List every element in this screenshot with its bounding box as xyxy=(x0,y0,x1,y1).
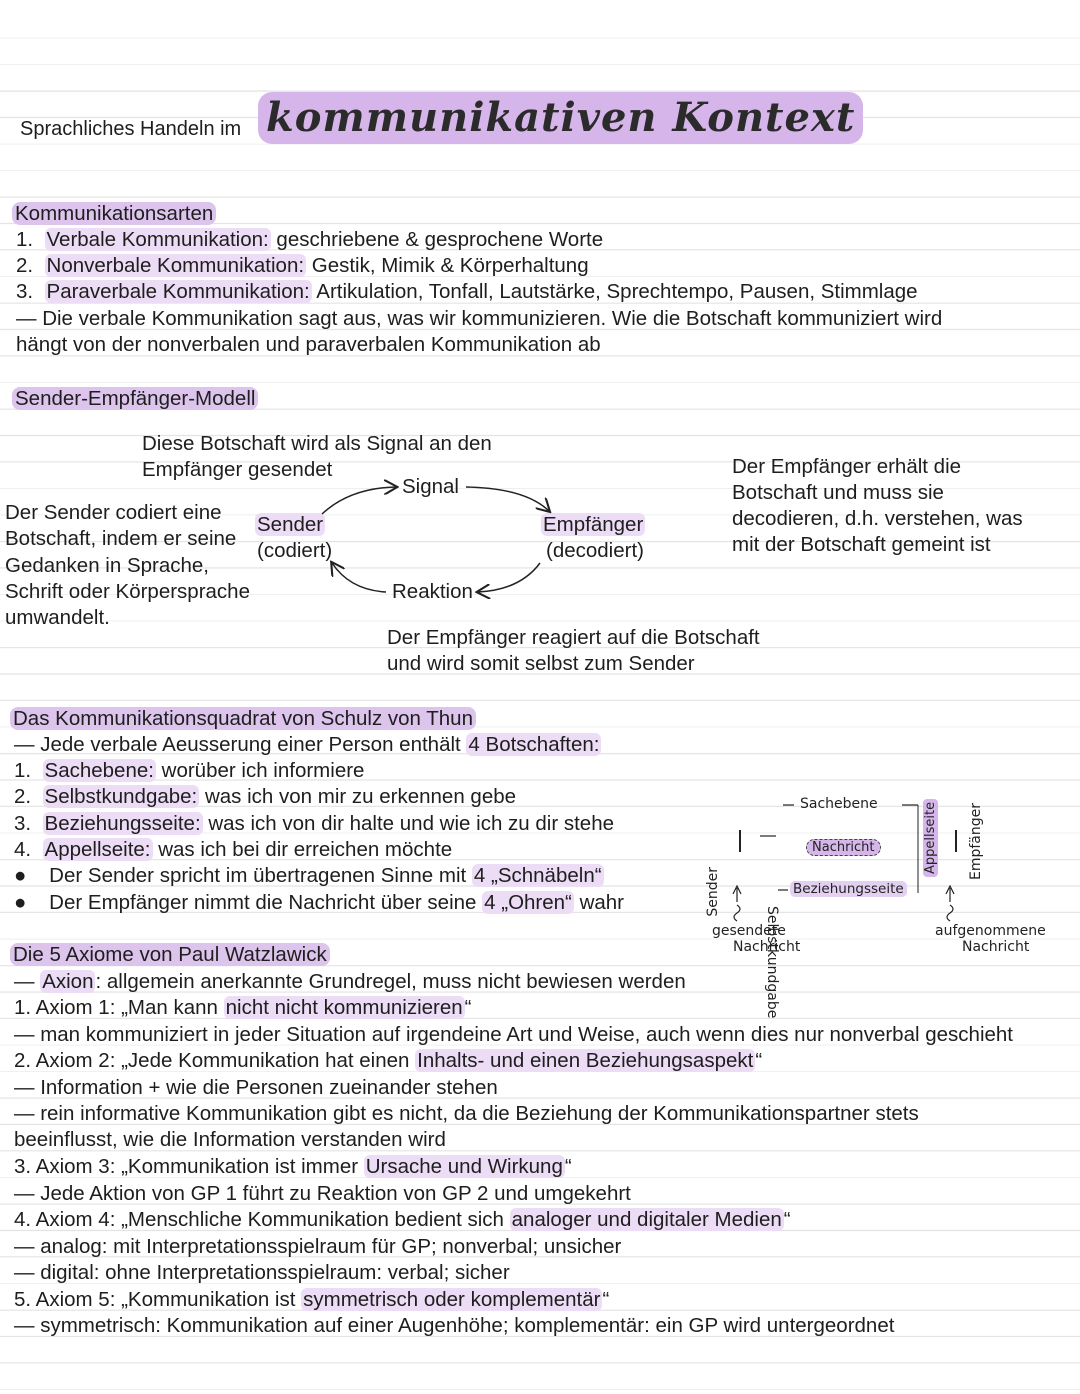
list-item: 4. Appellseite: was ich bei dir erreichen möchte xyxy=(14,838,453,861)
empfaenger-note: mit der Botschaft gemeint ist xyxy=(732,533,991,556)
section-heading-quadrat: Das Kommunikationsquadrat von Schulz von Thun xyxy=(10,706,476,732)
diagram-beziehungsseite: Beziehungsseite xyxy=(790,881,907,897)
axion-definition: — Axion: allgemein anerkannte Grundregel, muss nicht bewiesen werden xyxy=(14,970,686,993)
sender-note: umwandelt. xyxy=(5,606,110,629)
diagram-gesendete-2: Nachricht xyxy=(733,939,801,955)
diagram-empfaenger: Empfänger xyxy=(968,802,984,880)
note-line: — Die verbale Kommunikation sagt aus, was wir kommunizieren. Wie die Botschaft kommuniziert wird xyxy=(16,307,943,330)
axiom-2-note: — Information + wie die Personen zueinander stehen xyxy=(14,1076,498,1099)
axiom-5: 5. Axiom 5: „Kommunikation ist symmetrisch oder komplementär“ xyxy=(14,1288,610,1311)
diagram-gesendete-1: gesendete xyxy=(712,923,786,939)
axiom-3-note: — Jede Aktion von GP 1 führt zu Reaktion von GP 2 und umgekehrt xyxy=(14,1182,631,1205)
diagram-sachebene: Sachebene xyxy=(800,796,878,812)
title-script: kommunikativen Kontext xyxy=(258,92,863,144)
axiom-4-note: — digital: ohne Interpretationsspielraum: verbal; sicher xyxy=(14,1261,510,1284)
section-heading-axiome: Die 5 Axiome von Paul Watzlawick xyxy=(10,942,330,968)
signal-label: Signal xyxy=(402,475,459,498)
section-heading-sender-empfaenger: Sender-Empfänger-Modell xyxy=(12,386,258,412)
axiom-4-note: — analog: mit Interpretationsspielraum für GP; nonverbal; unsicher xyxy=(14,1235,622,1258)
axiom-2: 2. Axiom 2: „Jede Kommunikation hat einen Inhalts- und einen Beziehungsaspekt“ xyxy=(14,1049,763,1072)
list-item: 3. Beziehungsseite: was ich von dir halte und wie ich zu dir stehe xyxy=(14,812,615,835)
bullet-item: ● Der Sender spricht im übertragenen Sinne mit 4 „Schnäbeln“ xyxy=(14,864,602,887)
list-item: 1. Sachebene: worüber ich informiere xyxy=(14,759,365,782)
axiom-2-note: — rein informative Kommunikation gibt es nicht, da die Beziehung der Kommunikationspartner stets xyxy=(14,1102,919,1125)
sender-note: Schrift oder Körpersprache xyxy=(5,580,250,603)
sender-label: Sender xyxy=(257,513,324,536)
reaktion-note: Der Empfänger reagiert auf die Botschaft xyxy=(387,626,760,649)
empfaenger-note: Der Empfänger erhält die xyxy=(732,455,962,478)
list-item: 2. Selbstkundgabe: was ich von mir zu erkennen gebe xyxy=(14,785,517,808)
diagram-nachricht: Nachricht xyxy=(806,839,881,856)
empfaenger-sub: (decodiert) xyxy=(546,539,644,562)
list-item: 1. Verbale Kommunikation: geschriebene & gesprochene Worte xyxy=(16,228,604,251)
signal-note: Empfänger gesendet xyxy=(142,458,333,481)
empfaenger-note: Botschaft und muss sie xyxy=(732,481,944,504)
sender-sub: (codiert) xyxy=(257,539,333,562)
reaktion-note: und wird somit selbst zum Sender xyxy=(387,652,695,675)
axiom-1: 1. Axiom 1: „Man kann nicht nicht kommunizieren“ xyxy=(14,996,472,1019)
signal-note: Diese Botschaft wird als Signal an den xyxy=(142,432,492,455)
sender-note: Botschaft, indem er seine xyxy=(5,527,237,550)
note-line: hängt von der nonverbalen und paraverbalen Kommunikation ab xyxy=(16,333,601,356)
section-heading-kommunikationsarten: Kommunikationsarten xyxy=(12,201,216,227)
axiom-2-note: beeinflusst, wie die Information verstanden wird xyxy=(14,1128,446,1151)
axiom-1-note: — man kommuniziert in jeder Situation auf irgendeine Art und Weise, auch wenn dies nur nonverbal geschieht xyxy=(14,1023,1013,1046)
bullet-item: ● Der Empfänger nimmt die Nachricht über seine 4 „Ohren“ wahr xyxy=(14,891,625,914)
quadrat-intro: — Jede verbale Aeusserung einer Person enthält 4 Botschaften: xyxy=(14,733,600,756)
list-item: 3. Paraverbale Kommunikation: Artikulation, Tonfall, Lautstärke, Sprechtempo, Pausen, Stimmlage xyxy=(16,280,918,303)
empfaenger-label: Empfänger xyxy=(543,513,644,536)
axiom-4: 4. Axiom 4: „Menschliche Kommunikation bedient sich analoger und digitaler Medien“ xyxy=(14,1208,791,1231)
diagram-aufgenommene-2: Nachricht xyxy=(962,939,1030,955)
diagram-selbstkundgabe: Selbstkundgabe xyxy=(764,906,780,1019)
reaktion-label: Reaktion xyxy=(392,580,473,603)
diagram-appellseite: Appellseite xyxy=(923,799,938,877)
sender-note: Gedanken in Sprache, xyxy=(5,554,209,577)
empfaenger-note: decodieren, d.h. verstehen, was xyxy=(732,507,1023,530)
title-prefix: Sprachliches Handeln im xyxy=(20,118,242,140)
axiom-5-note: — symmetrisch: Kommunikation auf einer Augenhöhe; komplementär: ein GP wird untergeordnet xyxy=(14,1314,895,1337)
list-item: 2. Nonverbale Kommunikation: Gestik, Mimik & Körperhaltung xyxy=(16,254,589,277)
axiom-3: 3. Axiom 3: „Kommunikation ist immer Ursache und Wirkung“ xyxy=(14,1155,572,1178)
sender-note: Der Sender codiert eine xyxy=(5,501,222,524)
diagram-sender: Sender xyxy=(705,867,721,917)
diagram-aufgenommene-1: aufgenommene xyxy=(935,923,1046,939)
